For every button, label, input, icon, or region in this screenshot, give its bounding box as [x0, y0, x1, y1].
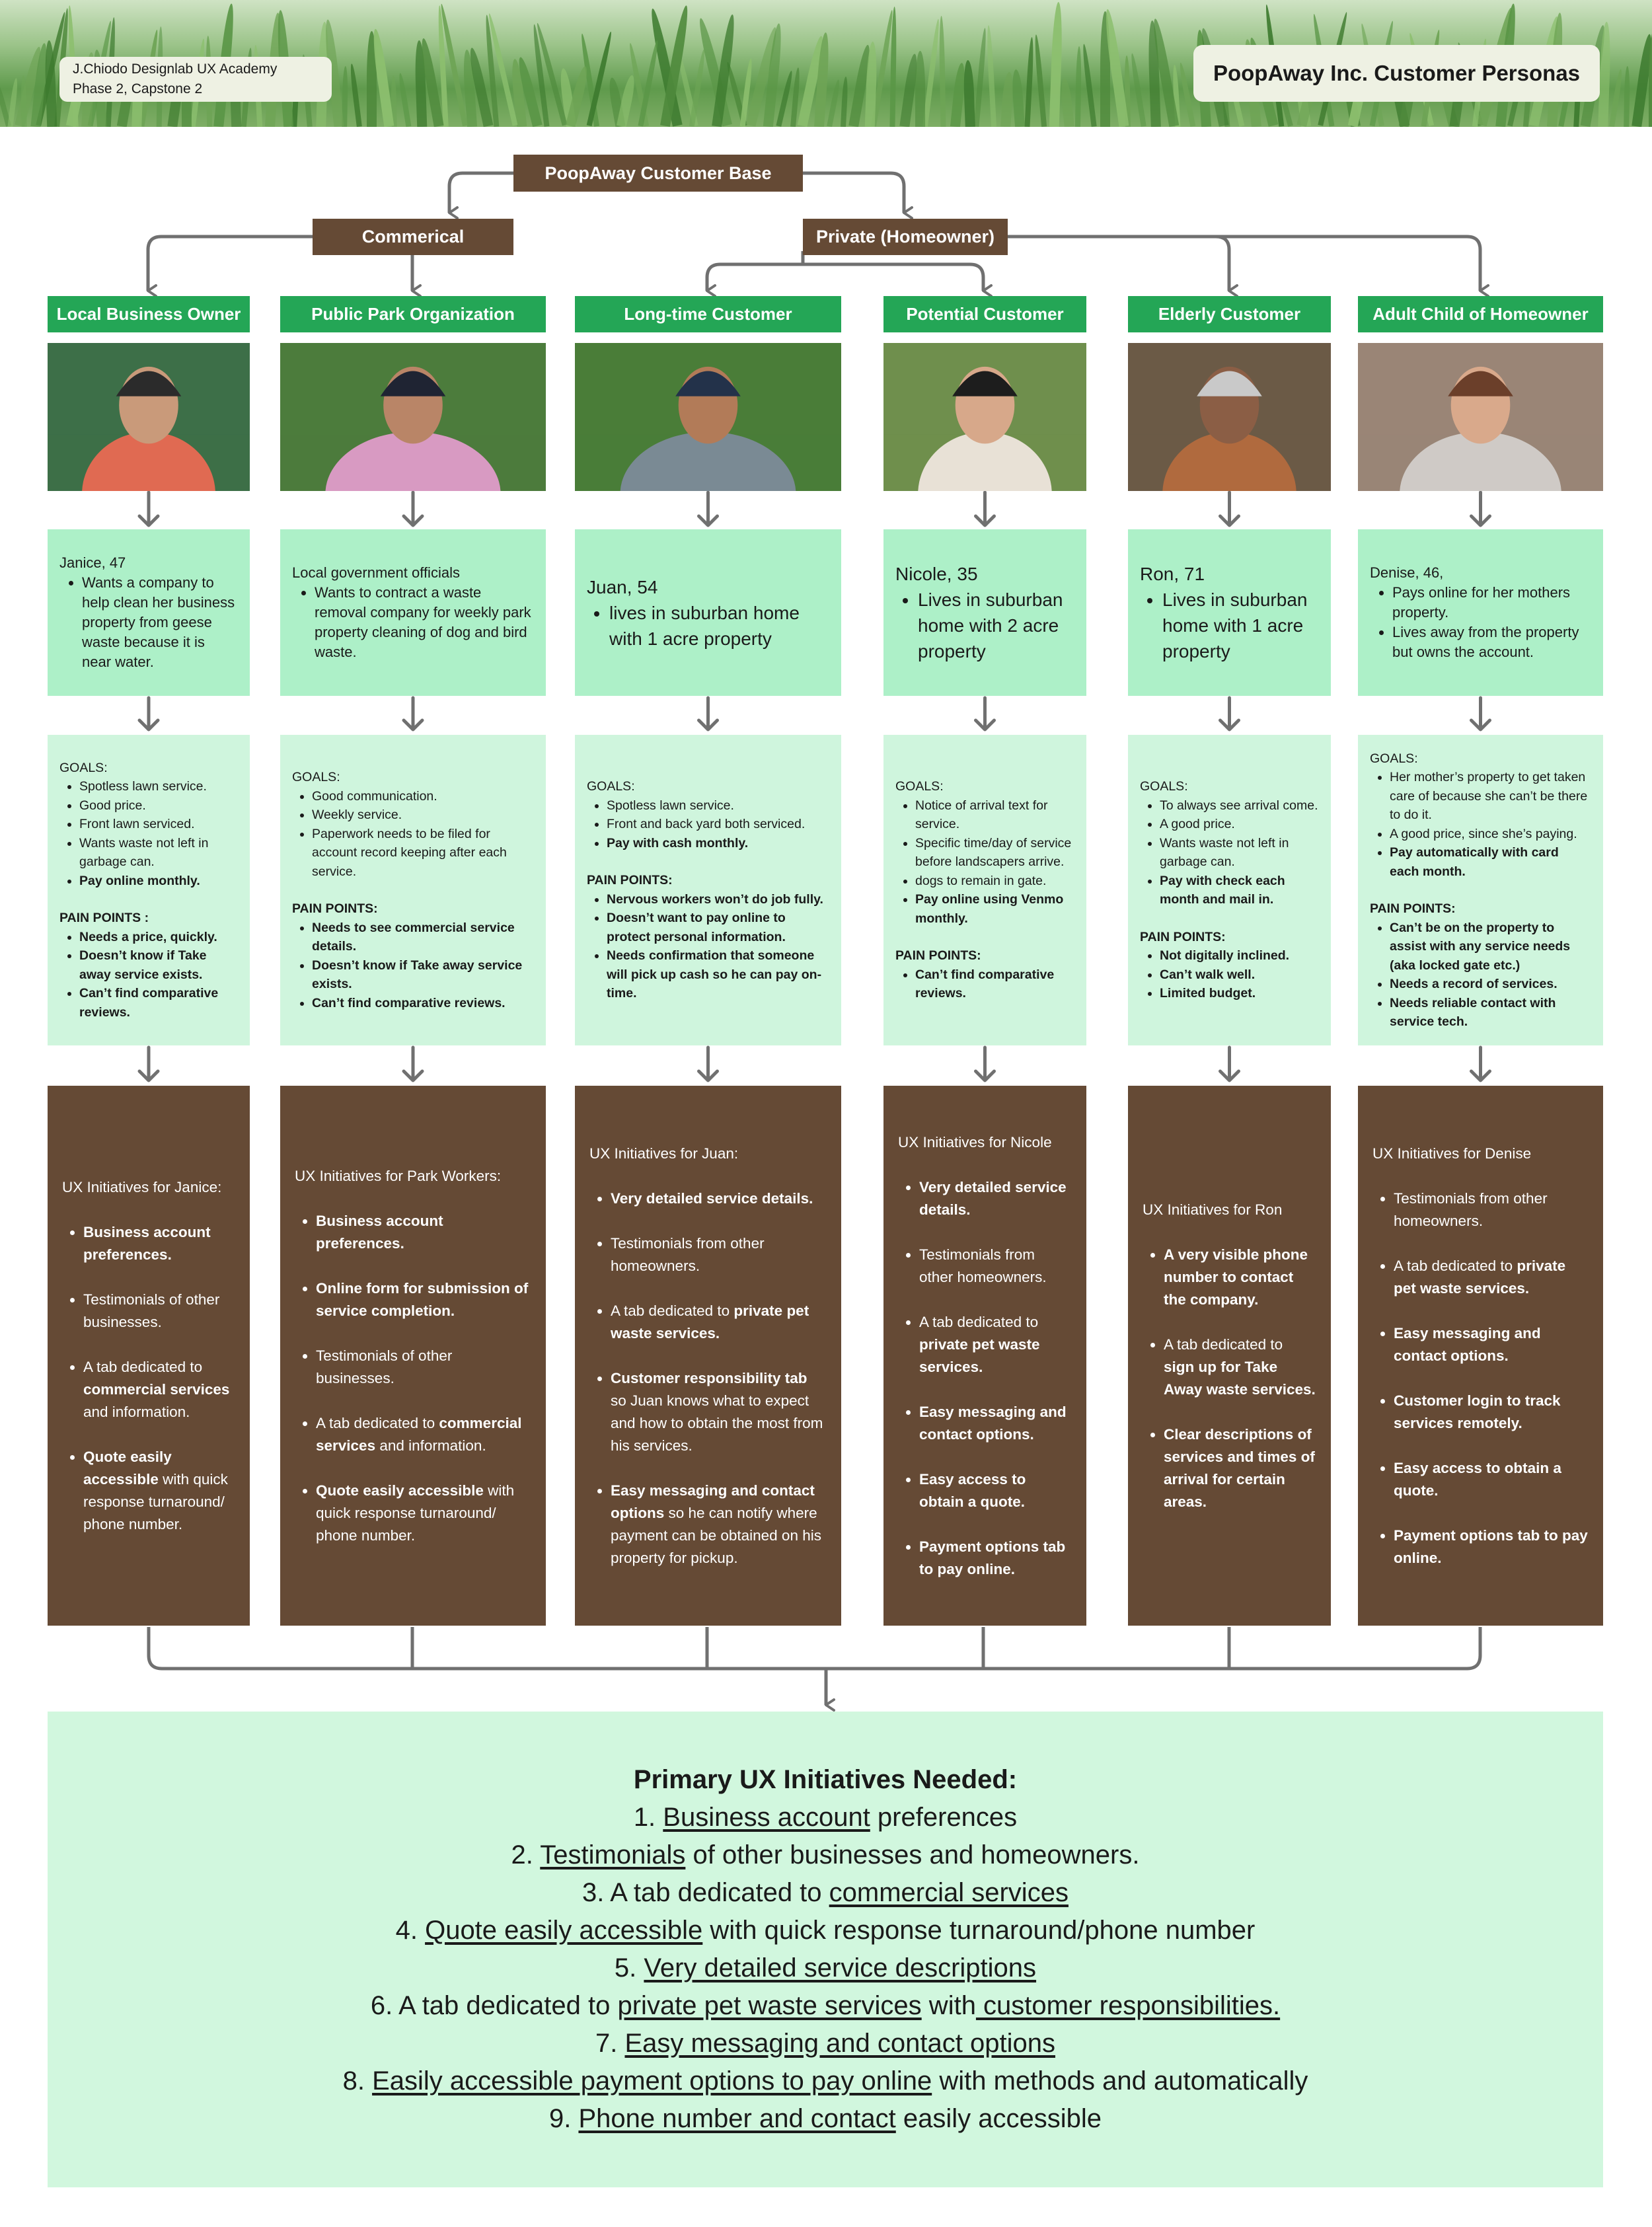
goals-list: [292, 787, 534, 882]
summary-item-text: Phone number and contact: [578, 2104, 896, 2133]
ux-initiative-item: [83, 1446, 235, 1536]
portrait-icon: [1128, 343, 1331, 491]
summary-item-text: with quick response turnaround/phone number: [702, 1916, 1256, 1945]
ux-initiative-item: [1394, 1188, 1589, 1232]
pain-points-list: [59, 928, 238, 1022]
persona-info-box: [883, 529, 1086, 696]
persona-info-list: [292, 583, 534, 662]
ux-initiative-text: A tab dedicated to: [919, 1313, 1039, 1330]
persona-name: Janice, 47: [59, 554, 126, 571]
pain-points-list: [1370, 919, 1591, 1032]
summary-item-text: easily accessible: [895, 2104, 1102, 2133]
section-spacer: [59, 890, 238, 909]
summary-item-text: with methods and automatically: [932, 2066, 1308, 2095]
persona-goals-box: [280, 735, 546, 1045]
pain-points-heading: PAIN POINTS:: [587, 873, 673, 888]
credit-line-1: J.Chiodo Designlab UX Academy: [73, 61, 278, 77]
persona-goals-box: [1128, 735, 1331, 1045]
ux-initiatives-list: [589, 1188, 827, 1569]
persona-name: Local government officials: [292, 564, 460, 581]
persona-name: Denise, 46,: [1370, 564, 1444, 581]
ux-initiative-text: Easy messaging and contact options.: [1394, 1324, 1541, 1364]
ux-initiatives-heading: UX Initiatives for Juan:: [589, 1145, 739, 1162]
pain-point-item: • Needs reliable contact with service tech.: [1390, 994, 1591, 1032]
ux-initiatives-list: [898, 1176, 1072, 1581]
persona-category-label: Public Park Organization: [280, 296, 546, 332]
persona-info-item: • Wants a company to help clean her business property from geese waste because it is near water.: [82, 573, 238, 672]
ux-initiatives-list: [1372, 1188, 1589, 1569]
summary-item-text: 8.: [342, 2066, 373, 2095]
persona-name: Juan, 54: [587, 576, 658, 597]
summary-item: [595, 2025, 1055, 2062]
persona-info-item: • Pays online for her mothers property.: [1392, 583, 1591, 623]
goal-item: • Paperwork needs to be filed for account record keeping after each service.: [312, 825, 534, 882]
summary-item-text: with: [921, 1991, 976, 2020]
pain-point-item: • Needs a record of services.: [1390, 975, 1591, 994]
goal-item: • Notice of arrival text for service.: [915, 796, 1074, 834]
ux-initiatives-box: [575, 1086, 841, 1626]
ux-initiative-text: Customer login to track services remotely.: [1394, 1392, 1561, 1431]
ux-initiative-text: private pet waste services.: [1394, 1257, 1566, 1297]
ux-initiatives-box: [280, 1086, 546, 1626]
branch-commercial: Commerical: [313, 219, 513, 255]
ux-initiative-text: Payment options tab to pay online.: [919, 1538, 1066, 1577]
goal-item: • A good price.: [1160, 815, 1319, 834]
pain-point-item: • Can’t find comparative reviews.: [312, 994, 534, 1013]
ux-initiatives-heading: UX Initiatives for Janice:: [62, 1178, 222, 1195]
ux-initiative-item: [611, 1188, 827, 1210]
portrait-icon: [280, 343, 546, 491]
persona-info-list: [1140, 587, 1319, 664]
ux-initiative-item: [83, 1356, 235, 1423]
ux-initiatives-heading: UX Initiatives for Park Workers:: [295, 1167, 502, 1184]
goal-item: • To always see arrival come.: [1160, 796, 1319, 815]
section-spacer: [1370, 881, 1591, 899]
pain-point-item: • Not digitally inclined.: [1160, 946, 1319, 965]
persona-info-box: [1358, 529, 1603, 696]
summary-item-text: preferences: [870, 1803, 1018, 1832]
persona-info-list: [587, 600, 829, 652]
persona-info-item: • Wants to contract a waste removal company for weekly park property cleaning of dog and bird waste.: [315, 583, 534, 662]
ux-initiatives-box: [48, 1086, 250, 1626]
ux-initiative-text: so he can notify where payment can be obtained on his property for pickup.: [611, 1504, 821, 1566]
goal-item: • dogs to remain in gate.: [915, 872, 1074, 891]
down-arrow-icon: [1220, 1047, 1239, 1080]
goals-list: [1370, 768, 1591, 881]
pain-point-item: • Nervous workers won’t do job fully.: [607, 890, 829, 909]
ux-initiatives-heading: UX Initiatives for Ron: [1143, 1201, 1283, 1218]
ux-initiative-item: [316, 1277, 531, 1322]
summary-item: [615, 1949, 1036, 1987]
ux-initiative-text: Testimonials from other homeowners.: [1394, 1189, 1548, 1229]
pain-points-list: [587, 890, 829, 1003]
ux-initiatives-box: [1358, 1086, 1603, 1626]
ux-initiative-item: [611, 1480, 827, 1569]
ux-initiatives-heading: UX Initiatives for Denise: [1372, 1145, 1532, 1162]
pain-point-item: • Can’t find comparative reviews.: [79, 984, 238, 1022]
ux-initiative-item: [919, 1536, 1072, 1581]
persona-info-item: • Lives in suburban home with 2 acre property: [918, 587, 1074, 664]
ux-initiative-text: Payment options tab to pay online.: [1394, 1527, 1588, 1566]
ux-initiative-text: and information.: [375, 1437, 486, 1454]
persona-info-list: [895, 587, 1074, 664]
summary-item-text: 5.: [614, 1953, 644, 1982]
pain-point-item: • Limited budget.: [1160, 984, 1319, 1003]
pain-point-item: • Can’t find comparative reviews.: [915, 965, 1074, 1003]
ux-initiatives-list: [295, 1210, 531, 1547]
summary-item-text: 9.: [548, 2104, 579, 2133]
ux-initiative-item: [1394, 1322, 1589, 1367]
persona-info-box: [1128, 529, 1331, 696]
persona-goals-box: [575, 735, 841, 1045]
pain-point-item: • Needs confirmation that someone will pick up cash so he can pay on-time.: [607, 946, 829, 1003]
goals-list: [1140, 796, 1319, 909]
park-organization-photo-icon: [280, 343, 546, 491]
pain-points-heading: PAIN POINTS:: [1140, 929, 1226, 944]
goal-item-emphasis: • Pay with cash monthly.: [607, 834, 829, 853]
summary-item: [511, 1836, 1140, 1874]
down-arrow-icon: [1472, 1047, 1490, 1080]
persona-category-label: Potential Customer: [883, 296, 1086, 332]
pain-points-heading: PAIN POINTS:: [1370, 901, 1456, 916]
ux-initiative-item: [1164, 1334, 1316, 1401]
ux-initiative-text: Easy access to obtain a quote.: [1394, 1459, 1561, 1499]
ux-initiative-text: Testimonials of other businesses.: [316, 1347, 453, 1386]
persona-info-box: [575, 529, 841, 696]
summary-item: [396, 1912, 1256, 1949]
summary-item-text: 2.: [511, 1840, 541, 1869]
ux-initiative-text: Testimonials from other homeowners.: [611, 1234, 765, 1274]
ux-initiative-text: commercial services: [83, 1380, 230, 1398]
ux-initiative-text: Very detailed service details.: [919, 1178, 1067, 1218]
ux-initiative-text: with quick response turnaround/ phone number.: [83, 1470, 228, 1532]
adult-child-photo-icon: [1358, 343, 1603, 491]
goal-item: • Front lawn serviced.: [79, 815, 238, 834]
ux-initiatives-box: [1128, 1086, 1331, 1626]
goal-item-emphasis: • Pay automatically with card each month.: [1390, 843, 1591, 881]
ux-initiative-item: [919, 1244, 1072, 1289]
section-spacer: [895, 928, 1074, 946]
longtime-customer-photo-icon: [575, 343, 841, 491]
persona-info-list: [1370, 583, 1591, 662]
ux-initiative-text: Customer responsibility tab: [611, 1369, 807, 1386]
persona-goals-box: [883, 735, 1086, 1045]
ux-initiative-item: [919, 1176, 1072, 1221]
potential-customer-photo-icon: [883, 343, 1086, 491]
persona-name: Nicole, 35: [895, 564, 978, 584]
ux-initiative-text: Clear descriptions of services and times of arrival for certain areas.: [1164, 1425, 1315, 1510]
goal-item: • Specific time/day of service before landscapers arrive.: [915, 834, 1074, 872]
summary-list: [343, 1799, 1308, 2138]
pain-point-item: • Doesn’t want to pay online to protect personal information.: [607, 909, 829, 946]
ux-initiative-item: [919, 1311, 1072, 1378]
ux-initiative-text: A tab dedicated to: [83, 1358, 203, 1375]
summary-item-text: Quote easily accessible: [425, 1916, 703, 1945]
elderly-customer-photo-icon: [1128, 343, 1331, 491]
ux-initiative-item: [919, 1401, 1072, 1446]
summary-item: [371, 1987, 1280, 2025]
business-owner-photo-icon: [48, 343, 250, 491]
down-arrow-icon: [699, 492, 718, 525]
ux-initiatives-list: [62, 1221, 235, 1536]
pain-points-heading: PAIN POINTS :: [59, 911, 149, 926]
summary-item-text: 3. A tab dedicated to: [582, 1878, 829, 1907]
ux-initiative-text: Quote easily accessible: [316, 1482, 484, 1499]
summary-item-text: 6. A tab dedicated to: [370, 1991, 618, 2020]
ux-initiatives-heading: UX Initiatives for Nicole: [898, 1133, 1052, 1151]
summary-item: [582, 1874, 1069, 1912]
summary-title: Primary UX Initiatives Needed:: [633, 1765, 1018, 1794]
ux-initiative-item: [1394, 1525, 1589, 1569]
summary-item: [634, 1799, 1017, 1836]
portrait-icon: [1358, 343, 1603, 491]
goal-item-emphasis: • Pay online using Venmo monthly.: [915, 890, 1074, 928]
ux-initiative-text: A tab dedicated to: [1164, 1336, 1283, 1353]
down-arrow-icon: [139, 492, 158, 525]
goals-heading: GOALS:: [587, 779, 635, 794]
ux-initiative-text: Testimonials from other homeowners.: [919, 1246, 1047, 1285]
persona-goals-box: [48, 735, 250, 1045]
section-spacer: [1140, 909, 1319, 928]
ux-initiative-item: [83, 1289, 235, 1334]
down-arrow-icon: [139, 1047, 158, 1080]
persona-category-label: Local Business Owner: [48, 296, 250, 332]
pain-point-item: • Doesn’t know if Take away service exists.: [312, 956, 534, 994]
down-arrow-icon: [1472, 698, 1490, 730]
ux-initiative-item: [1394, 1255, 1589, 1300]
summary-panel: [48, 1712, 1603, 2187]
summary-item-text: 7.: [595, 2029, 625, 2058]
goal-item: • Front and back yard both serviced.: [607, 815, 829, 834]
down-arrow-icon: [699, 1047, 718, 1080]
ux-initiative-text: Online form for submission of service completion.: [316, 1279, 529, 1319]
ux-initiative-item: [316, 1345, 531, 1390]
section-spacer: [587, 852, 829, 871]
pain-points-heading: PAIN POINTS:: [895, 948, 981, 963]
summary-item-text: of other businesses and homeowners.: [685, 1840, 1140, 1869]
ux-initiative-text: Business account preferences.: [316, 1212, 443, 1252]
goals-heading: GOALS:: [1370, 751, 1418, 766]
summary-item-text: Very detailed service descriptions: [644, 1953, 1037, 1982]
ux-initiative-text: sign up for Take Away waste services.: [1164, 1358, 1316, 1398]
summary-item: [549, 2100, 1102, 2138]
summary-item-text: customer responsibilities.: [975, 1991, 1281, 2020]
ux-initiative-item: [1394, 1390, 1589, 1435]
goals-list: [587, 796, 829, 853]
summary-item-text: 4.: [395, 1916, 426, 1945]
ux-initiative-text: private pet waste services.: [919, 1336, 1040, 1375]
goal-item: • Good price.: [79, 796, 238, 815]
ux-initiative-text: Very detailed service details.: [611, 1189, 813, 1207]
ux-initiative-text: Easy messaging and contact options: [611, 1482, 815, 1521]
down-arrow-icon: [976, 1047, 995, 1080]
credit-line-2: Phase 2, Capstone 2: [73, 81, 203, 96]
persona-goals-box: [1358, 735, 1603, 1045]
goals-heading: GOALS:: [59, 760, 108, 775]
ux-initiative-text: commercial services: [316, 1414, 522, 1454]
ux-initiative-text: A tab dedicated to: [1394, 1257, 1517, 1274]
ux-initiatives-box: [883, 1086, 1086, 1626]
ux-initiative-text: Easy access to obtain a quote.: [919, 1470, 1026, 1510]
goal-item: • Good communication.: [312, 787, 534, 806]
down-arrow-icon: [404, 1047, 422, 1080]
down-arrow-icon: [139, 698, 158, 730]
summary-item-text: Easy messaging and contact options: [624, 2029, 1055, 2058]
root-node: PoopAway Customer Base: [513, 155, 803, 192]
ux-initiative-item: [611, 1300, 827, 1345]
goal-item: • Weekly service.: [312, 806, 534, 825]
goals-heading: GOALS:: [895, 779, 944, 794]
down-arrow-icon: [404, 698, 422, 730]
branch-private: Private (Homeowner): [803, 219, 1008, 255]
ux-initiative-item: [611, 1367, 827, 1457]
persona-info-box: [48, 529, 250, 696]
down-arrow-icon: [976, 698, 995, 730]
goal-item-emphasis: • Pay with check each month and mail in.: [1160, 872, 1319, 909]
pain-point-item: • Needs to see commercial service details.: [312, 919, 534, 956]
down-arrow-icon: [699, 698, 718, 730]
goal-item: • Spotless lawn service.: [607, 796, 829, 815]
persona-info-box: [280, 529, 546, 696]
pain-points-list: [1140, 946, 1319, 1003]
pain-point-item: • Can’t be on the property to assist with any service needs (aka locked gate etc.): [1390, 919, 1591, 975]
ux-initiative-text: private pet waste services.: [611, 1302, 809, 1341]
pain-points-heading: PAIN POINTS:: [292, 901, 378, 916]
down-arrow-icon: [976, 492, 995, 525]
ux-initiative-text: Testimonials of other businesses.: [83, 1291, 220, 1330]
persona-info-item: • lives in suburban home with 1 acre property: [609, 600, 829, 652]
persona-info-list: [59, 573, 238, 672]
pain-point-item: • Doesn’t know if Take away service exists.: [79, 946, 238, 984]
portrait-icon: [575, 343, 841, 491]
goals-heading: GOALS:: [292, 770, 340, 784]
ux-initiative-text: A very visible phone number to contact the company.: [1164, 1246, 1308, 1308]
ux-initiative-item: [919, 1468, 1072, 1513]
summary-item-text: 1.: [633, 1803, 663, 1832]
ux-initiatives-list: [1143, 1244, 1316, 1513]
pain-point-item: • Can’t walk well.: [1160, 965, 1319, 985]
ux-initiative-item: [611, 1232, 827, 1277]
goals-heading: GOALS:: [1140, 779, 1188, 794]
ux-initiative-text: Business account preferences.: [83, 1223, 211, 1263]
goal-item: • Wants waste not left in garbage can.: [1160, 834, 1319, 872]
summary-item-text: private pet waste services: [617, 1991, 922, 2020]
pain-points-list: [292, 919, 534, 1013]
persona-name: Ron, 71: [1140, 564, 1205, 584]
ux-initiative-item: [1164, 1423, 1316, 1513]
persona-info-item: • Lives away from the property but owns the account.: [1392, 623, 1591, 662]
ux-initiative-text: with quick response turnaround/ phone number.: [316, 1482, 515, 1544]
goals-list: [895, 796, 1074, 928]
ux-initiative-text: Easy messaging and contact options.: [919, 1403, 1067, 1443]
ux-initiative-item: [83, 1221, 235, 1266]
ux-initiative-item: [316, 1412, 531, 1457]
ux-initiative-text: A tab dedicated to: [316, 1414, 439, 1431]
down-arrow-icon: [1472, 492, 1490, 525]
summary-item: [343, 2062, 1308, 2100]
summary-item-text: Business account: [663, 1803, 870, 1832]
portrait-icon: [883, 343, 1086, 491]
page-title: PoopAway Inc. Customer Personas: [1193, 45, 1600, 102]
goal-item: • Wants waste not left in garbage can.: [79, 834, 238, 872]
pain-points-list: [895, 965, 1074, 1003]
ux-initiative-text: Quote easily accessible: [83, 1448, 172, 1488]
ux-initiative-item: [1394, 1457, 1589, 1502]
goals-list: [59, 777, 238, 890]
goal-item: • Spotless lawn service.: [79, 777, 238, 796]
summary-item-text: Testimonials: [540, 1840, 686, 1869]
goal-item: • Her mother’s property to get taken care of because she can’t be there to do it.: [1390, 768, 1591, 825]
ux-initiative-item: [316, 1210, 531, 1255]
down-arrow-icon: [404, 492, 422, 525]
persona-category-label: Elderly Customer: [1128, 296, 1331, 332]
pain-point-item: • Needs a price, quickly.: [79, 928, 238, 947]
ux-initiative-text: and information.: [83, 1403, 190, 1420]
ux-initiative-item: [1164, 1244, 1316, 1311]
goal-item-emphasis: • Pay online monthly.: [79, 872, 238, 891]
ux-initiative-text: A tab dedicated to: [611, 1302, 734, 1319]
section-spacer: [292, 881, 534, 899]
ux-initiative-item: [316, 1480, 531, 1547]
ux-initiative-text: so Juan knows what to expect and how to obtain the most from his services.: [611, 1392, 823, 1454]
down-arrow-icon: [1220, 698, 1239, 730]
goal-item: • A good price, since she’s paying.: [1390, 825, 1591, 844]
persona-category-label: Adult Child of Homeowner: [1358, 296, 1603, 332]
summary-item-text: Easily accessible payment options to pay online: [372, 2066, 932, 2095]
persona-category-label: Long-time Customer: [575, 296, 841, 332]
portrait-icon: [48, 343, 250, 491]
summary-item-text: commercial services: [829, 1878, 1069, 1907]
down-arrow-icon: [1220, 492, 1239, 525]
persona-info-item: • Lives in suburban home with 1 acre property: [1162, 587, 1319, 664]
